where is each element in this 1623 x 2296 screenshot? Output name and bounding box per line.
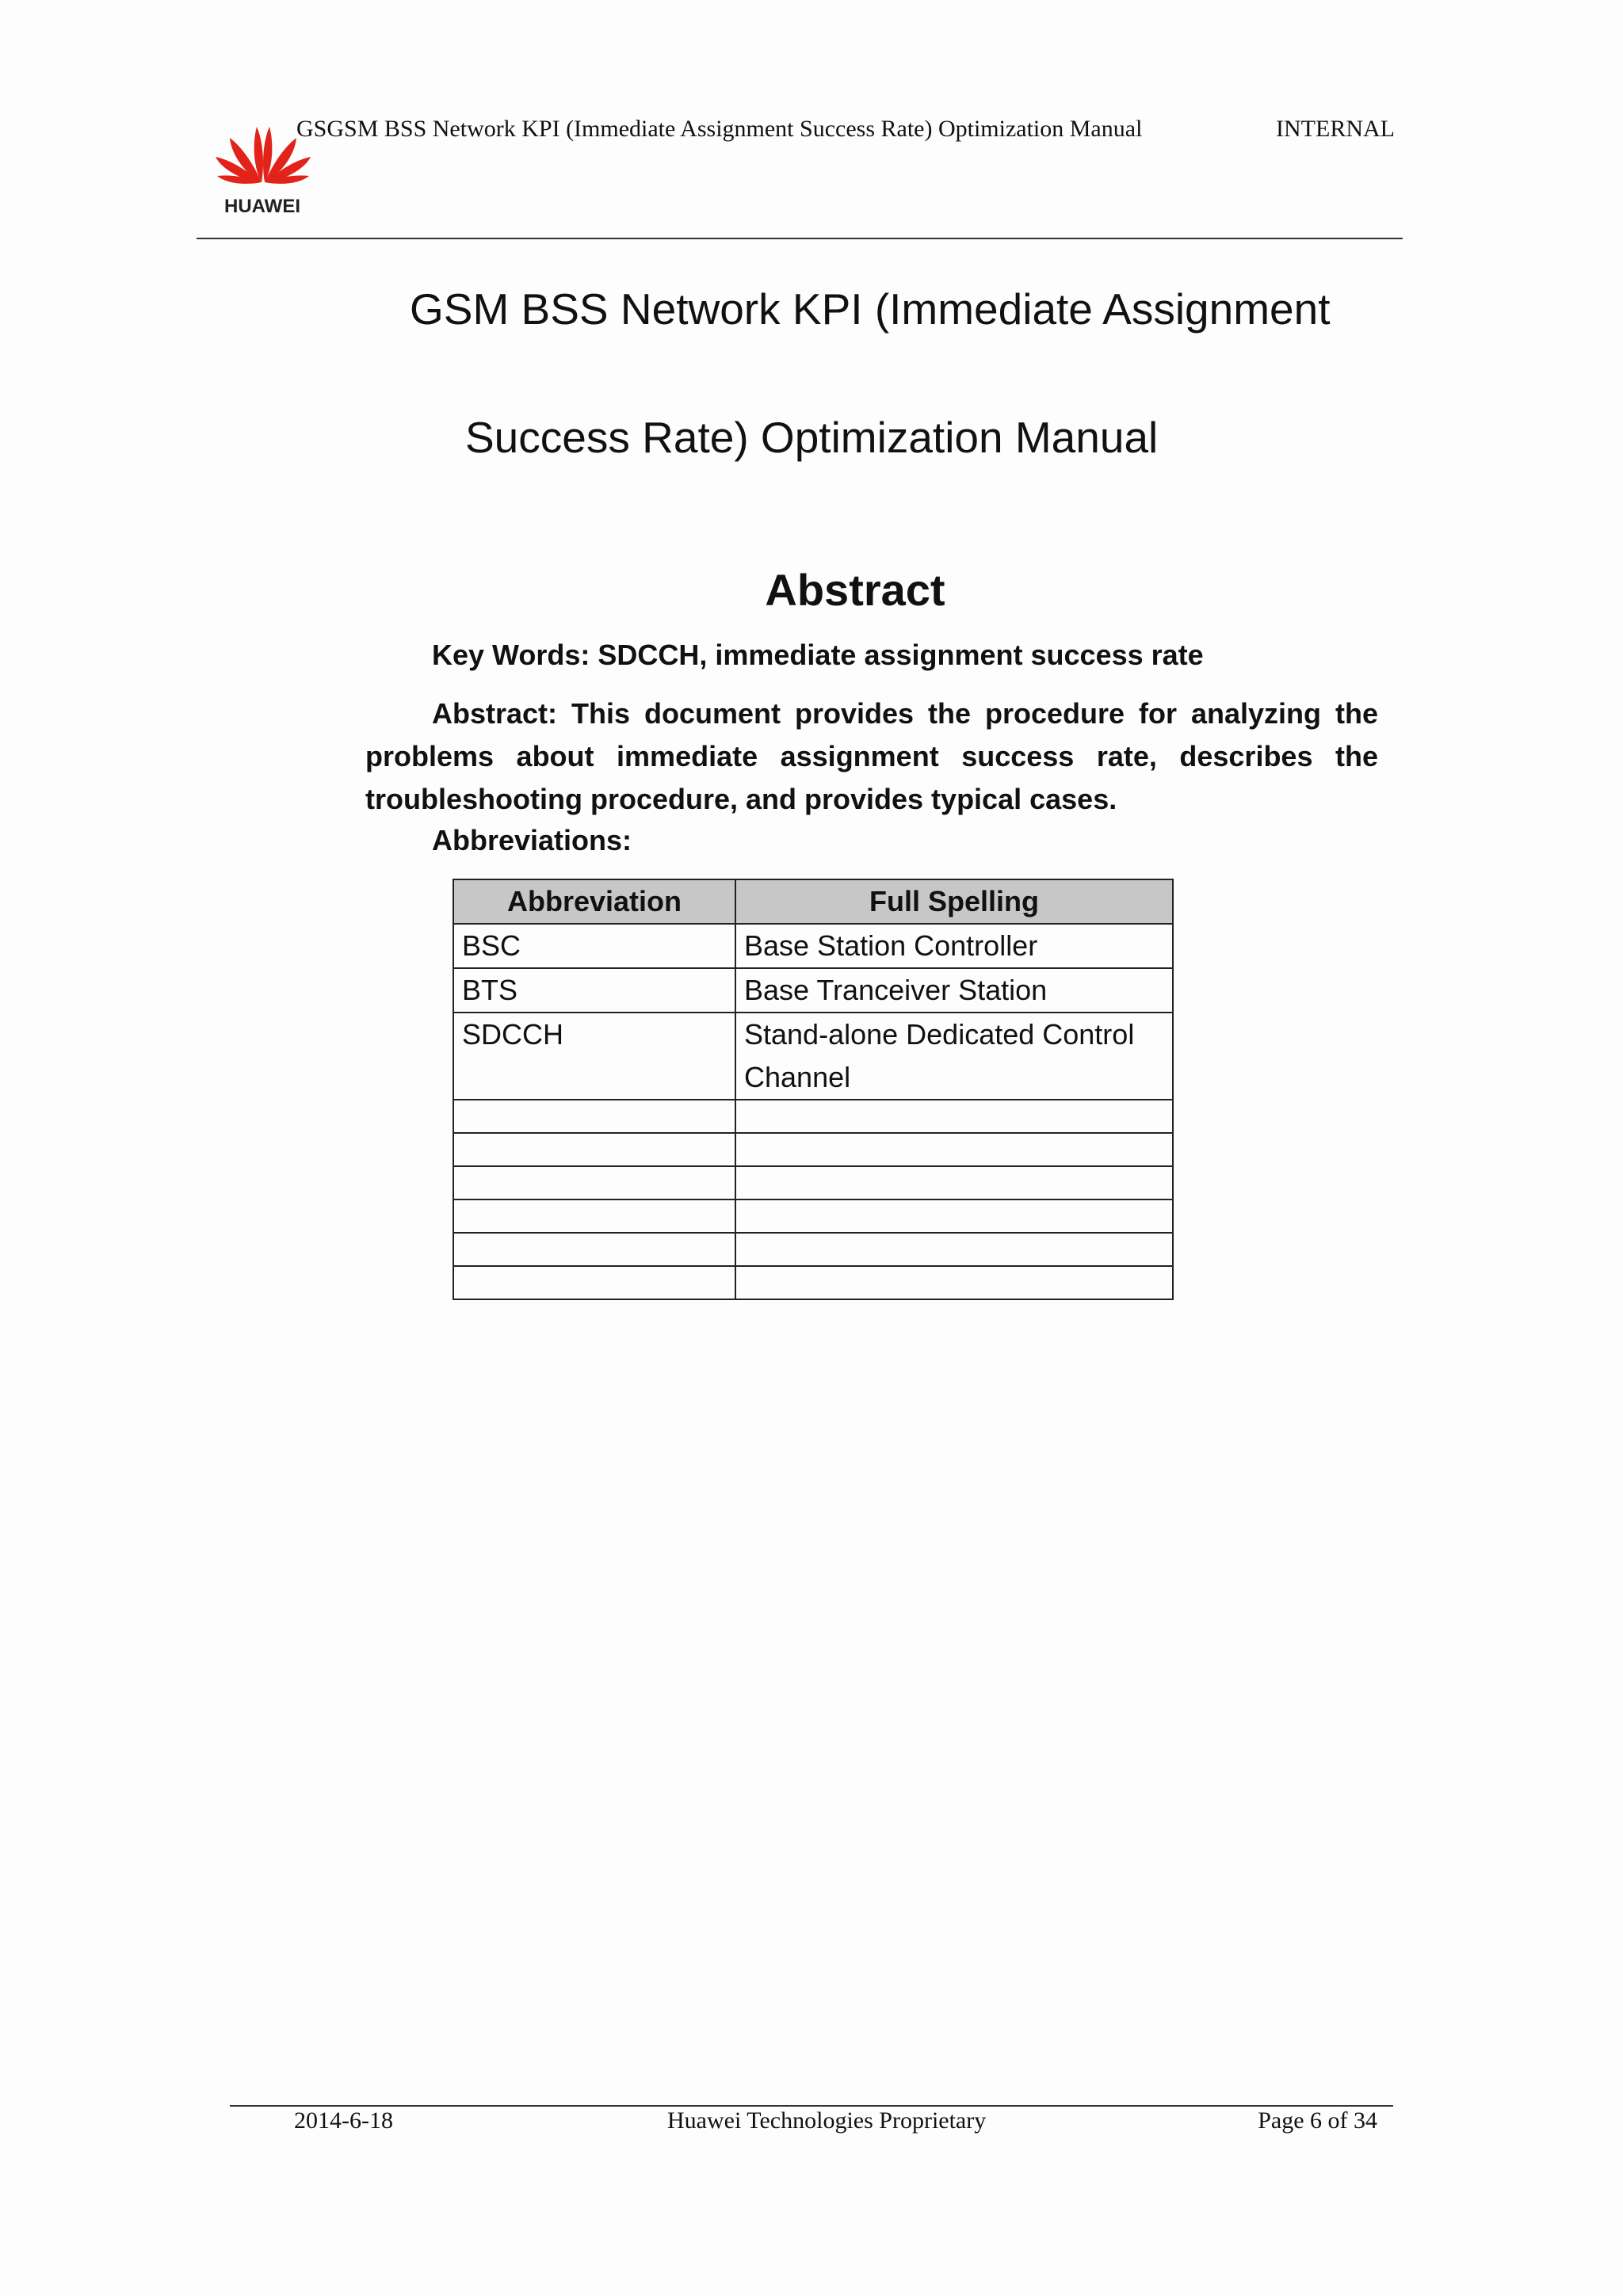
column-header-abbreviation: Abbreviation <box>453 879 735 924</box>
table-cell-full-spelling: Base Station Controller <box>735 924 1173 968</box>
header-document-title: GSGSM BSS Network KPI (Immediate Assignment Success Rate) Optimization Manual <box>296 116 1143 142</box>
table-cell-empty <box>453 1100 735 1133</box>
table-header-row <box>453 879 1173 924</box>
table-row-empty <box>453 1133 1173 1166</box>
column-header-full-spelling: Full Spelling <box>735 879 1173 924</box>
table-row-empty <box>453 1199 1173 1233</box>
table-cell-empty <box>735 1100 1173 1133</box>
table-row-empty <box>453 1233 1173 1266</box>
table-cell-abbreviation: BTS <box>453 968 735 1013</box>
keywords-line: Key Words: SDCCH, immediate assignment success rate <box>432 639 1204 671</box>
table-cell-abbreviation: BSC <box>453 924 735 968</box>
table-cell-empty <box>735 1199 1173 1233</box>
table-row-empty <box>453 1266 1173 1299</box>
table-cell-empty <box>453 1199 735 1233</box>
footer-page-number: Page 6 of 34 <box>1258 2107 1377 2134</box>
table-cell-empty <box>453 1166 735 1199</box>
table-row <box>453 968 1173 1013</box>
abstract-paragraph: Abstract: This document provides the procedure for analyzing the problems about immediate assignment success rate, describes the troubleshooting procedure, and provides typical cases. <box>365 697 1378 815</box>
document-title-line-2: Success Rate) Optimization Manual <box>465 413 1159 462</box>
abstract-heading: Abstract <box>765 565 945 615</box>
header-classification: INTERNAL <box>1276 116 1395 142</box>
table-cell-empty <box>735 1166 1173 1199</box>
table-cell-full-spelling: Stand-alone Dedicated Control Channel <box>735 1013 1173 1100</box>
table-cell-empty <box>453 1133 735 1166</box>
table-cell-abbreviation: SDCCH <box>453 1013 735 1100</box>
table-row-empty <box>453 1166 1173 1199</box>
table-cell-empty <box>735 1133 1173 1166</box>
table-cell-full-spelling: Base Tranceiver Station <box>735 968 1173 1013</box>
table-cell-empty <box>735 1266 1173 1299</box>
table-cell-empty <box>453 1233 735 1266</box>
table-cell-empty <box>453 1266 735 1299</box>
header-divider <box>197 238 1403 239</box>
table-cell-empty <box>735 1233 1173 1266</box>
table-row <box>453 924 1173 968</box>
abbreviations-label: Abbreviations: <box>432 824 632 856</box>
logo-wordmark: HUAWEI <box>224 196 300 217</box>
footer-divider <box>230 2105 1393 2107</box>
document-title-line-1: GSM BSS Network KPI (Immediate Assignment <box>410 284 1331 334</box>
abbreviations-table <box>453 879 1174 1300</box>
table-row <box>453 1013 1173 1100</box>
table-row-empty <box>453 1100 1173 1133</box>
footer-proprietary-notice: Huawei Technologies Proprietary <box>667 2107 987 2134</box>
footer-date: 2014-6-18 <box>294 2107 393 2134</box>
